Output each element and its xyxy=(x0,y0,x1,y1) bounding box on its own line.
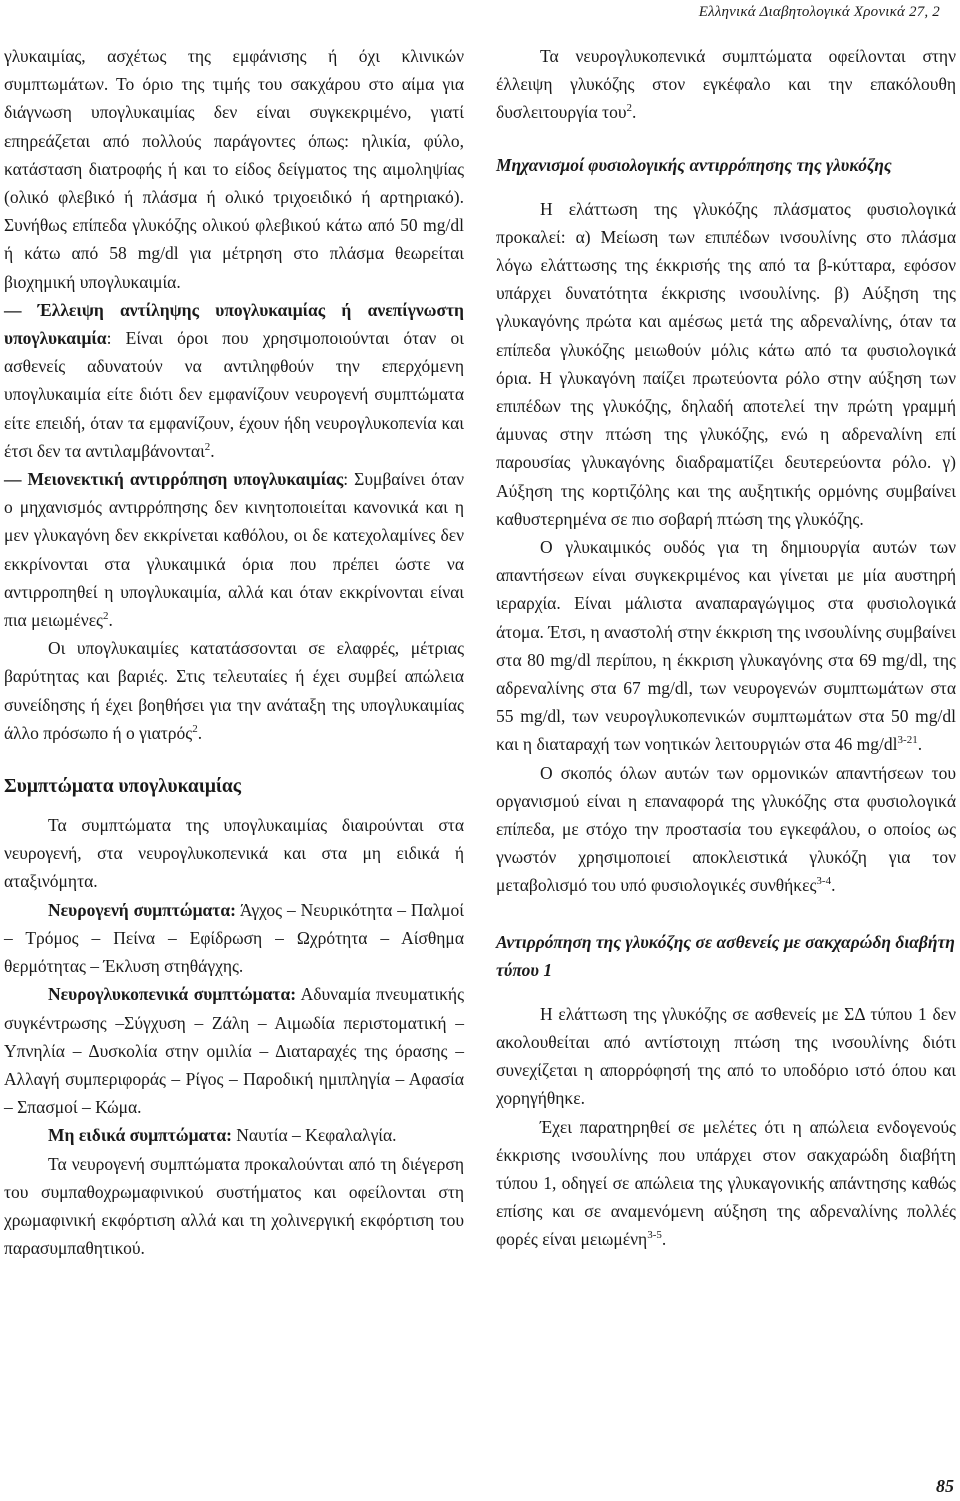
paragraph-hormonal-purpose: Ο σκοπός όλων αυτών των ορμονικών απαντήσεων του οργανισμού είναι η επαναφορά της γλυκόζης στα φυσιολογικά επίπεδα, με στόχο την προστασία του εγκεφάλου, ο οποίος ως γνωστόν χρησιμοποιεί αποκλειστικά γλυκόζη για τον μεταβολισμό του υπό φυσιολογικές συνθήκες$^{3-4}$. xyxy=(496,762,956,896)
term-neurogenic: Νευρογενή συμπτώματα: xyxy=(48,899,236,920)
paragraph-nonspecific-text: Ναυτία – Κεφαλαλγία. xyxy=(231,1125,397,1146)
paragraph-type1-studies: Έχει παρατηρηθεί σε μελέτες ότι η απώλεια ενδογενούς έκκρισης ινσουλίνης που υπάρχει στον σακχαρώδη διαβήτη τύπου 1, οδηγεί σε απώλεια της γλυκαγονικής απάντησης καθώς επίσης και σε αναμενόμενη αύξηση της αδρεναλίνης πολλές φορές είναι μειωμένη$^{3-5}$. xyxy=(496,1116,956,1250)
paragraph-classification: Οι υπογλυκαιμίες κατατάσσονται σε ελαφρές, μέτριας βαρύτητας και βαριές. Στις τελευταίες ή έχει συμβεί απώλεια συνείδησης ή έχει βοηθήσει για την ανάταξη της υπογλυκαιμίας άλλο πρόσωπο ή ο γιατρός$^2$. xyxy=(4,638,464,743)
citation: 2 xyxy=(102,610,109,623)
term-defective-counter: — Μειονεκτική αντιρρόπηση υπογλυκαιμίας xyxy=(4,469,344,490)
paragraph-nonspecific xyxy=(4,1121,464,1149)
paragraph-hormonal-purpose-text: Ο σκοπός όλων αυτών των ορμονικών απαντήσεων του οργανισμού είναι η επαναφορά της γλυκόζης στα φυσιολογικά επίπεδα, με στόχο την προστασία του εγκεφάλου, ο οποίος ως γνωστόν χρησιμοποιεί αποκλειστικά γλυκόζη για τον μεταβολισμό του υπό φυσιολογικές συνθήκες xyxy=(496,762,956,896)
paragraph-classification-text: Οι υπογλυκαιμίες κατατάσσονται σε ελαφρές, μέτριας βαρύτητας και βαριές. Στις τελευταίες ή έχει συμβεί απώλεια συνείδησης ή έχει βοηθήσει για την ανάταξη της υπογλυκαιμίας άλλο πρόσωπο ή ο γιατρός xyxy=(4,638,464,743)
citation: 3-21 xyxy=(897,734,918,747)
citation: 2 xyxy=(192,723,198,736)
paragraph-neurogenic-text: Άγχος – Νευρικότητα – Παλμοί – Τρόμος – Πείνα – Εφίδρωση – Ωχρότητα – Αίσθημα θερμότητας – Έκλυση στηθάγχης. xyxy=(4,899,464,977)
paragraph-glucose-decrease-text: Η ελάττωση της γλυκόζης πλάσματος φυσιολογικά προκαλεί: α) Μείωση των επιπέδων ινσουλίνης στο πλάσμα λόγω ελάττωσης της έκκρισής της από τα β-κύτταρα, εφόσον υπάρχει δυνατότητα έκκρισης ινσουλίνης. β) Αύξηση της γλυκαγόνης πρώτα και αμέσως μετά της αδρεναλίνης, όταν τα επίπεδα γλυκόζης μειωθούν μόλις κάτω από τα φυσιολογικά όρια. Η γλυκαγόνη παίζει πρωτεύοντα ρόλο στην αύξηση των επιπέδων της γλυκόζης, δηλαδή αποτελεί την πρώτη γραμμή άμυνας στην πτώση της γλυκόζης, ενώ η αδρεναλίνη επί παρουσίας γλυκαγόνης διαδραματίζει δευτερεύοντα ρόλο. γ) Αύξηση της κορτιζόλης και της αυξητικής ορμόνης συμβαίνει καθυστερημένα σε πιο σοβαρή πτώση της γλυκόζης. xyxy=(496,198,956,529)
paragraph-defective-counter-text: : Συμβαίνει όταν ο μηχανισμός αντιρρόπησης δεν κινητοποιείται κανονικά και η μεν γλυκαγόνη δεν εκκρίνεται καθόλου, οι δε κατεχολαμίνες δεν εκκρίνονται στα γλυκαιμικά όρια που πρέπει ώστε να αντιρροπηθεί η υπογλυκαιμία, αλλά και όταν εκκρίνονται είναι πια μειωμένες xyxy=(4,469,464,631)
paragraph-unawareness: — Έλλειψη αντίληψης υπογλυκαιμίας ή ανεπίγνωστη υπογλυκαιμία: Είναι όροι που χρησιμοποιούνται όταν οι ασθενείς αδυνατούν να αντιληφθούν την επερχόμενη υπογλυκαιμία είτε διότι δεν εμφανίζουν νευρογενή συμπτώματα είτε επειδή, όταν τα εμφανίζουν, έχουν ήδη νευρογλυκοπενία και έτσι δεν τα αντιλαμβάνονται$^2$. xyxy=(4,299,464,461)
paragraph-symptom-division xyxy=(4,811,464,896)
paragraph-intro-text: γλυκαιμίας, ασχέτως της εμφάνισης ή όχι κλινικών συμπτωμάτων. Το όριο της τιμής του σακχάρου στο αίμα για διάγνωση υπογλυκαιμίας δεν είναι συγκεκριμένο, γιατί επηρεάζεται από πολλούς παράγοντες όπως: ηλικία, φύλο, κατάσταση διατροφής ή και το είδος δείγματος της αιμοληψίας (ολικό φλεβικό ή πλάσμα ή ολικό τριχοειδικό ή αρτηριακό). Συνήθως επίπεδα γλυκόζης ολικού φλεβικού κάτω από 50 mg/dl ή κάτω από 58 mg/dl για μέτρηση στο πλάσμα θεωρείται βιοχημική υπογλυκαιμία. xyxy=(4,46,464,292)
page-number: 85 xyxy=(936,1476,954,1496)
left-column xyxy=(4,42,464,1262)
paragraph-neuroglycopenic-cause-text: Τα νευρογλυκοπενικά συμπτώματα οφείλονται στην έλλειψη γλυκόζης στον εγκέφαλο και την επακόλουθη δυσλειτουργία του xyxy=(496,46,956,123)
paragraph-neurogenic-cause-text: Τα νευρογενή συμπτώματα προκαλούνται από τη διέγερση του συμπαθοχρωμαφινικού συστήματος και οφείλονται στη χρωμαφινική εκφόρτιση αλλά και τη χολινεργική εκφόρτιση του παρασυμπαθητικού. xyxy=(4,1153,464,1259)
term-neuroglycopenic: Νευρογλυκοπενικά συμπτώματα: xyxy=(48,984,297,1005)
subheading-physiological-counterregulation: Μηχανισμοί φυσιολογικής αντιρρόπησης της γλυκόζης xyxy=(496,154,892,175)
paragraph-type1-insulin xyxy=(496,1000,956,1113)
paragraph-neurogenic xyxy=(4,896,464,981)
paragraph-glycemic-threshold-text: Ο γλυκαιμικός ουδός για τη δημιουργία αυτών των απαντήσεων είναι συγκεκριμένος και γίνεται με μία αυστηρή ιεραρχία. Είναι μάλιστα αναπαραγώγιμος στα φυσιολογικά άτομα. Έτσι, η αναστολή στην έκκριση της ινσουλίνης συμβαίνει στα 80 mg/dl περίπου, η έκκριση γλυκαγόνης στα 69 mg/dl, της αδρεναλίνης στα 67 mg/dl, των νευρογενών συμπτωμάτων στα 55 mg/dl, των νευρογλυκοπενικών συμπτωμάτων στα 50 mg/dl και η διαταραχή των νοητικών λειτουργιών στα 46 mg/dl xyxy=(496,537,956,755)
section-heading-symptoms: Συμπτώματα υπογλυκαιμίας xyxy=(4,776,242,798)
paragraph-neuroglycopenic xyxy=(4,980,464,1121)
term-unawareness: — Έλλειψη αντίληψης υπογλυκαιμίας ή ανεπίγνωστη υπογλυκαιμία xyxy=(4,299,464,349)
running-head: Ελληνικά Διαβητολογικά Χρονικά 27, 2 xyxy=(698,4,940,20)
paragraph-neuroglycopenic-text: Αδυναμία πνευματικής συγκέντρωσης –Σύγχυση – Ζάλη – Αιμωδία περιστοματική – Υπνηλία – Δυσκολία στην ομιλία – Διαταραχές της όρασης – Αλλαγή συμπεριφοράς – Ρίγος – Παροδική ημιπληγία – Αφασία – Σπασμοί – Κώμα. xyxy=(4,984,464,1118)
term-nonspecific: Μη ειδικά συμπτώματα: xyxy=(48,1125,232,1146)
paragraph-type1-studies-text: Έχει παρατηρηθεί σε μελέτες ότι η απώλεια ενδογενούς έκκρισης ινσουλίνης που υπάρχει στον σακχαρώδη διαβήτη τύπου 1, οδηγεί σε απώλεια της γλυκαγονικής απάντησης καθώς επίσης και σε αναμενόμενη αύξηση της αδρεναλίνης πολλές φορές είναι μειωμένη xyxy=(496,1116,956,1250)
paragraph-neurogenic-cause xyxy=(4,1150,464,1263)
paragraph-glycemic-threshold: Ο γλυκαιμικός ουδός για τη δημιουργία αυτών των απαντήσεων είναι συγκεκριμένος και γίνεται με μία αυστηρή ιεραρχία. Είναι μάλιστα αναπαραγώγιμος στα φυσιολογικά άτομα. Έτσι, η αναστολή στην έκκριση της ινσουλίνης συμβαίνει στα 80 mg/dl περίπου, η έκκριση γλυκαγόνης στα 69 mg/dl, της αδρεναλίνης στα 67 mg/dl, των νευρογενών συμπτωμάτων στα 55 mg/dl, των νευρογλυκοπενικών συμπτωμάτων στα 50 mg/dl και η διαταραχή των νοητικών λειτουργιών στα 46 $mg/dl^{3-21}$. xyxy=(496,537,956,755)
citation: 2 xyxy=(204,441,211,454)
citation: 3-5 xyxy=(647,1229,662,1242)
paragraph-neuroglycopenic-cause: Τα νευρογλυκοπενικά συμπτώματα οφείλονται στην έλλειψη γλυκόζης στον εγκέφαλο και την επακόλουθη δυσλειτουργία του$^2$. xyxy=(496,46,956,123)
subheading-type1-counterregulation: Αντιρρόπηση της γλυκόζης σε ασθενείς με σακχαρώδη διαβήτη τύπου 1 xyxy=(496,931,955,980)
paragraph-defective-counter: — Μειονεκτική αντιρρόπηση υπογλυκαιμίας: Συμβαίνει όταν ο μηχανισμός αντιρρόπησης δεν κινητοποιείται κανονικά και η μεν γλυκαγόνη δεν εκκρίνεται καθόλου, οι δε κατεχολαμίνες δεν εκκρίνονται στα γλυκαιμικά όρια που πρέπει ώστε να αντιρροπηθεί η υπογλυκαιμία, αλλά και όταν εκκρίνονται είναι πια μειωμένες$^2$. xyxy=(4,469,464,631)
citation: 2 xyxy=(626,102,632,115)
paragraph-type1-insulin-text: Η ελάττωση της γλυκόζης σε ασθενείς με ΣΔ τύπου 1 δεν ακολουθείται από αντίστοιχη πτώση της ινσουλίνης διότι συνεχίζεται η απορρόφησή της από το υποδόριο ιστό όπου και χορηγήθηκε. xyxy=(496,1003,956,1109)
citation: 3-4 xyxy=(816,875,832,888)
right-column xyxy=(496,42,956,1254)
paragraph-glucose-decrease xyxy=(496,195,956,533)
paragraph-symptom-division-text: Τα συμπτώματα της υπογλυκαιμίας διαιρούνται στα νευρογενή, στα νευρογλυκοπενικά και στα μη ειδικά ή αταξινόμητα. xyxy=(4,815,464,892)
paragraph-intro xyxy=(4,42,464,296)
paragraph-unawareness-text: : Είναι όροι που χρησιμοποιούνται όταν οι ασθενείς αδυνατούν να αντιληφθούν την επερχόμενη υπογλυκαιμία είτε διότι δεν εμφανίζουν νευρογενή συμπτώματα είτε επειδή, όταν τα εμφανίζουν, έχουν ήδη νευρογλυκοπενία και έτσι δεν τα αντιλαμβάνονται xyxy=(4,328,464,461)
